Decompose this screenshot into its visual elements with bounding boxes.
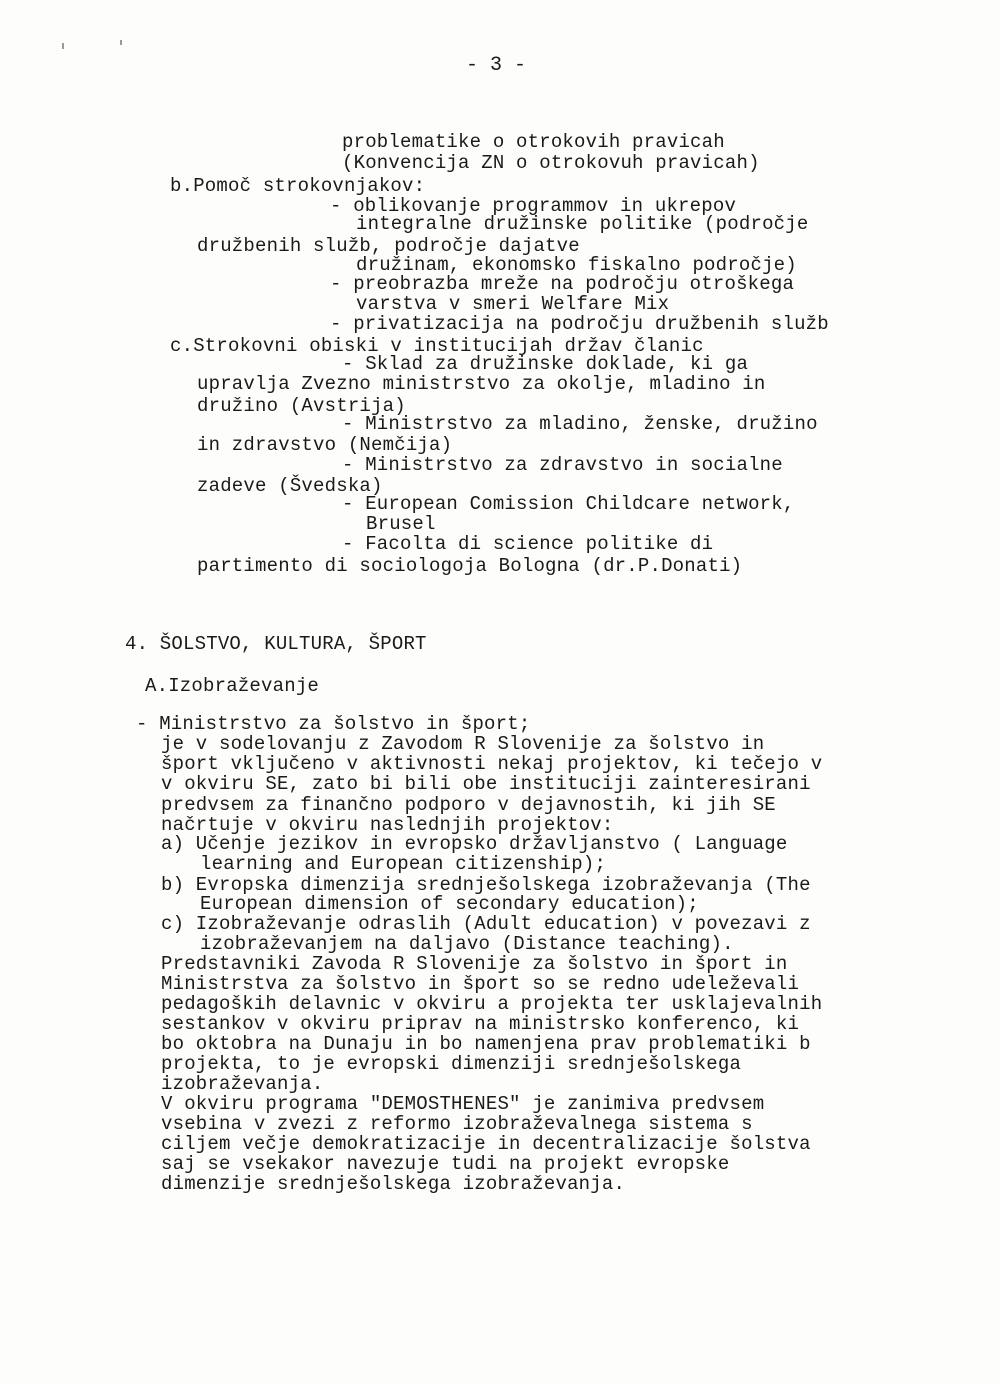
section-heading: 4. ŠOLSTVO, KULTURA, ŠPORT bbox=[125, 633, 427, 655]
text-line: družinam, ekonomsko fiskalno področje) bbox=[356, 254, 797, 276]
text-line: Brusel bbox=[366, 513, 436, 535]
scan-speck bbox=[120, 40, 122, 45]
text-line: - Sklad za družinske doklade, ki ga bbox=[342, 353, 749, 375]
text-line: Ministrstva za šolstvo in šport so se redno udeleževali bbox=[161, 973, 800, 995]
text-line: ciljem večje demokratizacije in decentralizacije šolstva bbox=[161, 1133, 811, 1155]
page-number: - 3 - bbox=[466, 54, 527, 77]
list-item: a) Učenje jezikov in evropsko državljanstvo ( Language bbox=[161, 833, 788, 855]
text-line: (Konvencija ZN o otrokovuh pravicah) bbox=[342, 152, 760, 174]
text-line: - privatizacija na področju družbenih služb bbox=[330, 313, 829, 335]
text-line: pedagoških delavnic v okviru a projekta ter usklajevalnih bbox=[161, 993, 823, 1015]
section-subheading: A.Izobraževanje bbox=[145, 675, 320, 697]
text-line: načrtuje v okviru naslednjih projektov: bbox=[161, 814, 614, 836]
scan-speck bbox=[62, 43, 64, 49]
text-line: problematike o otrokovih pravicah bbox=[342, 131, 725, 153]
text-line: vsebina v zvezi z reformo izobraževalnega sistema s bbox=[161, 1113, 753, 1135]
text-line: - Ministrstvo za zdravstvo in socialne bbox=[342, 454, 783, 476]
text-line: dimenzije srednješolskega izobraževanja. bbox=[161, 1173, 626, 1195]
text-line: varstva v smeri Welfare Mix bbox=[356, 293, 670, 315]
text-line: izobraževanjem na daljavo (Distance teaching). bbox=[200, 933, 734, 955]
text-line: upravlja Zvezno ministrstvo za okolje, mladino in bbox=[197, 373, 766, 395]
text-line: - European Comission Childcare network, bbox=[342, 493, 795, 515]
text-line: sestankov v okviru priprav na ministrsko konferenco, ki bbox=[161, 1013, 800, 1035]
text-line: šport vključeno v aktivnosti nekaj projektov, ki tečejo v bbox=[161, 753, 823, 775]
text-line: družbenih služb, področje dajatve bbox=[197, 235, 580, 257]
list-heading-c: c.Strokovni obiski v institucijah držav članic bbox=[170, 335, 704, 357]
text-line: - oblikovanje programmov in ukrepov bbox=[330, 195, 737, 217]
list-heading-b: b.Pomoč strokovnjakov: bbox=[170, 175, 426, 197]
text-line: družino (Avstrija) bbox=[197, 395, 406, 417]
text-line: - Ministrstvo za šolstvo in šport; bbox=[136, 713, 531, 735]
text-line: - preobrazba mreže na področju otroškega bbox=[330, 273, 795, 295]
text-line: learning and European citizenship); bbox=[200, 853, 607, 875]
text-line: partimento di sociologoja Bologna (dr.P.Donati) bbox=[197, 555, 743, 577]
text-line: projekta, to je evropski dimenziji srednješolskega bbox=[161, 1053, 742, 1075]
list-item: c) Izobraževanje odraslih (Adult education) v povezavi z bbox=[161, 913, 811, 935]
text-line: European dimension of secondary education); bbox=[200, 893, 699, 915]
text-line: predvsem za finančno podporo v dejavnostih, ki jih SE bbox=[161, 794, 776, 816]
text-line: - Ministrstvo za mladino, ženske, družino bbox=[342, 413, 818, 435]
text-line: integralne družinske politike (področje bbox=[356, 213, 809, 235]
text-line: saj se vsekakor navezuje tudi na projekt evropske bbox=[161, 1153, 730, 1175]
text-line: izobraževanja. bbox=[161, 1073, 324, 1095]
text-line: in zdravstvo (Nemčija) bbox=[197, 434, 453, 456]
text-line: V okviru programa "DEMOSTHENES" je zanimiva predvsem bbox=[161, 1093, 765, 1115]
text-line: bo oktobra na Dunaju in bo namenjena prav problematiki b bbox=[161, 1033, 811, 1055]
list-item: b) Evropska dimenzija srednješolskega izobraževanja (The bbox=[161, 874, 811, 896]
text-line: je v sodelovanju z Zavodom R Slovenije za šolstvo in bbox=[161, 733, 765, 755]
text-line: - Facolta di science politike di bbox=[342, 533, 714, 555]
text-line: Predstavniki Zavoda R Slovenije za šolstvo in šport in bbox=[161, 953, 788, 975]
text-line: v okviru SE, zato bi bili obe instituciji zainteresirani bbox=[161, 773, 811, 795]
text-line: zadeve (Švedska) bbox=[197, 475, 383, 497]
